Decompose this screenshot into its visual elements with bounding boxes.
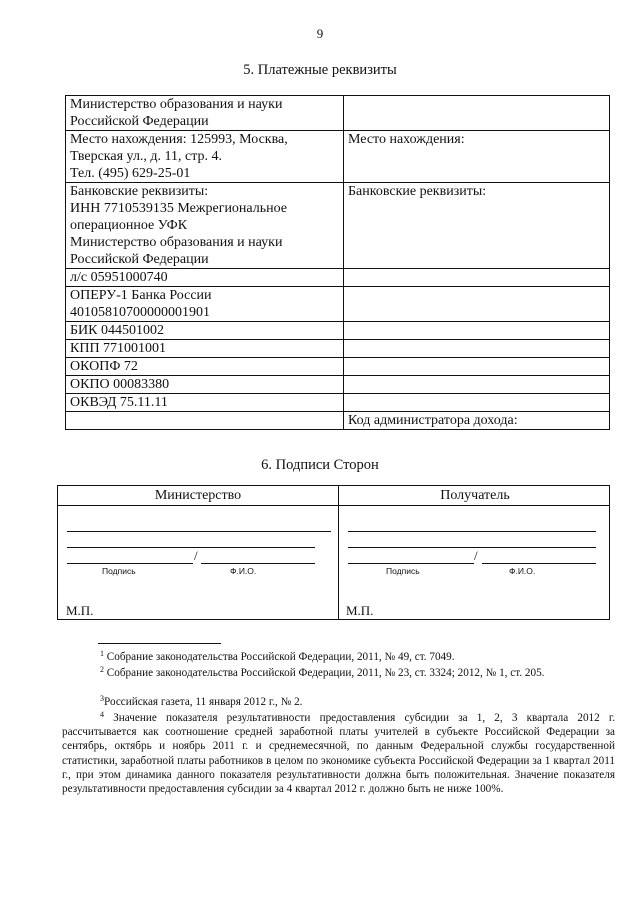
footnote-text: Российская газета, 11 января 2012 г., № 2. <box>104 696 303 708</box>
cell-text-line <box>348 340 606 357</box>
footnote-1 <box>62 650 615 664</box>
recipient-header: Получатель <box>440 488 510 503</box>
ministry-details-cell <box>66 269 344 287</box>
footnote-2 <box>62 666 615 680</box>
recipient-signature-line <box>348 563 474 564</box>
cell-text-line: Тел. (495) 629-25-01 <box>70 166 191 181</box>
header-divider <box>58 505 609 506</box>
footnote-4 <box>62 711 615 796</box>
table-row <box>66 183 610 269</box>
table-row <box>66 269 610 287</box>
cell-text-line: ОКВЭД 75.11.11 <box>70 395 168 410</box>
cell-text-line <box>70 412 340 429</box>
cell-text-line: Министерство образования и науки <box>70 97 283 112</box>
ministry-details-cell <box>66 131 344 183</box>
cell-text-line: Место нахождения: <box>348 132 465 147</box>
table-row <box>66 287 610 322</box>
table-row <box>66 322 610 340</box>
recipient-blank-line <box>348 547 596 548</box>
cell-text-line <box>348 376 606 393</box>
table-row <box>66 412 610 430</box>
ministry-blank-line <box>67 547 315 548</box>
table-row <box>66 340 610 358</box>
cell-text-line: операционное УФК <box>70 218 188 233</box>
footnote-mark: 3 <box>100 694 104 703</box>
cell-text-line: Тверская ул., д. 11, стр. 4. <box>70 149 223 164</box>
ministry-header: Министерство <box>154 488 242 503</box>
recipient-details-cell <box>344 358 610 376</box>
cell-text-line <box>348 358 606 375</box>
cell-text-line: Российской Федерации <box>70 252 209 267</box>
table-row <box>66 131 610 183</box>
footnote-separator <box>98 643 221 644</box>
section-title-signatures: 6. Подписи Сторон <box>261 457 379 473</box>
cell-text-line: Министерство образования и науки <box>70 235 283 250</box>
table-row <box>66 358 610 376</box>
ministry-details-cell <box>66 96 344 131</box>
signature-caption: Подпись <box>102 566 136 576</box>
ministry-blank-line <box>67 531 331 532</box>
page-number: 9 <box>316 26 324 41</box>
cell-text-line: Код администратора дохода: <box>348 413 518 428</box>
signature-caption: Подпись <box>386 566 420 576</box>
recipient-details-cell <box>344 287 610 322</box>
ministry-name-line <box>201 563 315 564</box>
cell-text-line: ИНН 7710539135 Межрегиональное <box>70 201 288 216</box>
cell-text-line <box>348 394 606 411</box>
cell-text-line <box>348 269 606 286</box>
cell-text-line <box>348 287 606 304</box>
cell-text-line: ОКПО 00083380 <box>70 377 170 392</box>
table-row <box>66 376 610 394</box>
table-row <box>66 96 610 131</box>
recipient-details-cell <box>344 131 610 183</box>
ministry-details-cell <box>66 183 344 269</box>
footnote-mark: 4 <box>100 710 104 719</box>
cell-text-line: 40105810700000001901 <box>70 305 210 320</box>
cell-text-line: КПП 771001001 <box>70 341 167 356</box>
footnote-text: Значение показателя результативности предоставления субсидии за 1, 2, 3 квартала 2012 г. рассчитывается как соотношение средней заработной платы учителей в субъекте Российской Федерации за сентябрь, октябрь и ноябрь 2011 г. и среднемесячной, по данным Федеральной службы государственной статистики, заработной платы работников в целом по экономике субъекта Российской Федерации за 1 квартал 2011 г., при этом динамика данного показателя результативности должна быть положительная. Значение показателя результативности предоставления субсидии за 4 квартал 2012 г. должно быть не ниже 100%. <box>62 712 616 796</box>
name-caption: Ф.И.О. <box>230 566 257 576</box>
table-row <box>66 394 610 412</box>
ministry-details-cell <box>66 340 344 358</box>
name-caption: Ф.И.О. <box>509 566 536 576</box>
ministry-details-cell <box>66 287 344 322</box>
ministry-details-cell <box>66 376 344 394</box>
ministry-details-cell <box>66 358 344 376</box>
footnote-text: Собрание законодательства Российской Федерации, 2011, № 49, ст. 7049. <box>106 651 455 663</box>
stamp-label: М.П. <box>346 603 374 618</box>
cell-text-line <box>348 322 606 339</box>
ministry-details-cell <box>66 394 344 412</box>
cell-text-line: ОПЕРУ-1 Банка России <box>70 288 212 303</box>
recipient-name-line <box>482 563 596 564</box>
stamp-label: М.П. <box>66 603 94 618</box>
cell-text-line: Место нахождения: 125993, Москва, <box>70 132 288 147</box>
recipient-details-cell <box>344 269 610 287</box>
recipient-details-cell <box>344 412 610 430</box>
cell-text-line: Банковские реквизиты: <box>70 184 209 199</box>
recipient-blank-line <box>348 531 596 532</box>
cell-text-line: Российской Федерации <box>70 114 209 129</box>
section-title-payment-details: 5. Платежные реквизиты <box>243 62 397 78</box>
footnote-mark: 2 <box>100 665 104 674</box>
cell-text-line: БИК 044501002 <box>70 323 164 338</box>
recipient-details-cell <box>344 96 610 131</box>
recipient-details-cell <box>344 394 610 412</box>
slash-separator: / <box>474 548 478 563</box>
slash-separator: / <box>194 548 198 563</box>
ministry-details-cell <box>66 322 344 340</box>
recipient-details-cell <box>344 183 610 269</box>
recipient-details-cell <box>344 376 610 394</box>
ministry-details-cell <box>66 412 344 430</box>
cell-text-line: ОКОПФ 72 <box>70 359 138 374</box>
cell-text-line <box>348 96 606 113</box>
recipient-details-cell <box>344 340 610 358</box>
footnote-text: Собрание законодательства Российской Федерации, 2011, № 23, ст. 3324; 2012, № 1, ст. 205. <box>106 667 545 679</box>
payment-details-table <box>65 95 610 430</box>
ministry-signature-line <box>67 563 193 564</box>
signatures-table <box>57 485 610 620</box>
cell-text-line: л/с 05951000740 <box>70 270 168 285</box>
footnote-3 <box>62 695 615 709</box>
cell-text-line: Банковские реквизиты: <box>348 184 487 199</box>
footnote-mark: 1 <box>100 649 104 658</box>
recipient-details-cell <box>344 322 610 340</box>
